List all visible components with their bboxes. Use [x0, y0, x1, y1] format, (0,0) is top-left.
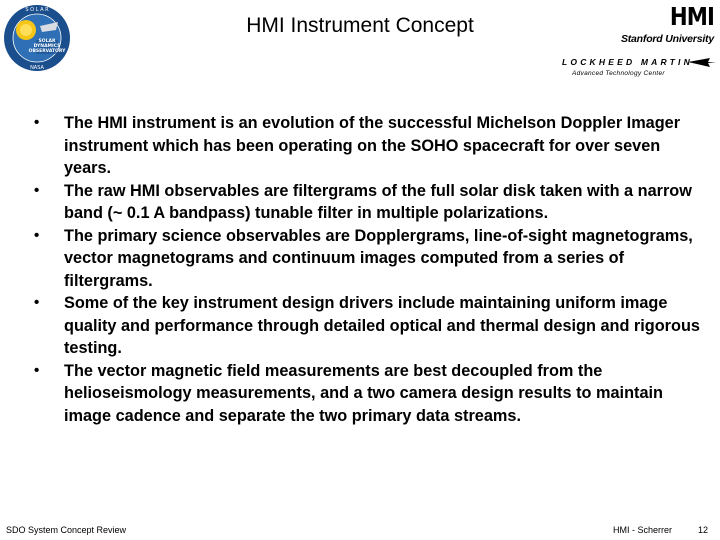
stanford-label: Stanford University — [620, 33, 714, 45]
list-item — [32, 180, 702, 225]
bullet-text: The vector magnetic field measurements are best decoupled from the helioseismology measurements, and a two camera design results to maintain image cadence and separate the two primary data streams. — [64, 361, 663, 425]
bullet-marker: • — [34, 361, 40, 379]
list-item — [32, 292, 702, 360]
svg-text:DYNAMICS: DYNAMICS — [33, 44, 61, 49]
bullet-marker: • — [34, 114, 40, 131]
sdo-logo — [2, 2, 72, 74]
footer-author: HMI - Scherrer — [612, 525, 672, 535]
hmi-wordmark: HMI — [669, 2, 714, 31]
bullet-text: The HMI instrument is an evolution of the successful Michelson Doppler Imager instrument which has been operating on the SOHO spacecraft for over seven years. — [64, 114, 681, 177]
svg-text:OBSERVATORY: OBSERVATORY — [28, 49, 66, 54]
svg-text:SOLAR: SOLAR — [38, 39, 56, 44]
atc-label: Advanced Technology Center — [572, 70, 665, 77]
list-item — [32, 225, 702, 293]
list-item — [32, 360, 702, 428]
bullet-text: The raw HMI observables are filtergrams of the full solar disk taken with a narrow band (~ 0.1 A bandpass) tunable filter in multiple polarizations. — [64, 181, 692, 222]
bullet-list — [32, 112, 702, 427]
bullet-marker: • — [34, 181, 40, 199]
list-item — [32, 112, 702, 180]
bullet-text: Some of the key instrument design drivers include maintaining uniform image quality and performance through detailed optical and thermal design and rigorous testing. — [64, 294, 700, 357]
lockheed-martin-label: LOCKHEED MARTIN — [562, 57, 693, 67]
bullet-marker: • — [34, 226, 40, 244]
bullet-text: The primary science observables are Dopplergrams, line-of-sight magnetograms, vector magnetograms and continuum images computed from a series of filtergrams. — [64, 226, 693, 290]
bullet-marker: • — [34, 294, 40, 311]
sdo-logo-icon — [2, 2, 72, 74]
page-number: 12 — [697, 525, 708, 535]
svg-text:S O L A R: S O L A R — [25, 7, 49, 13]
page-title: HMI Instrument Concept — [246, 14, 474, 37]
footer-review-label: SDO System Concept Review — [6, 525, 127, 535]
logo-nasa: NASA — [30, 65, 44, 71]
